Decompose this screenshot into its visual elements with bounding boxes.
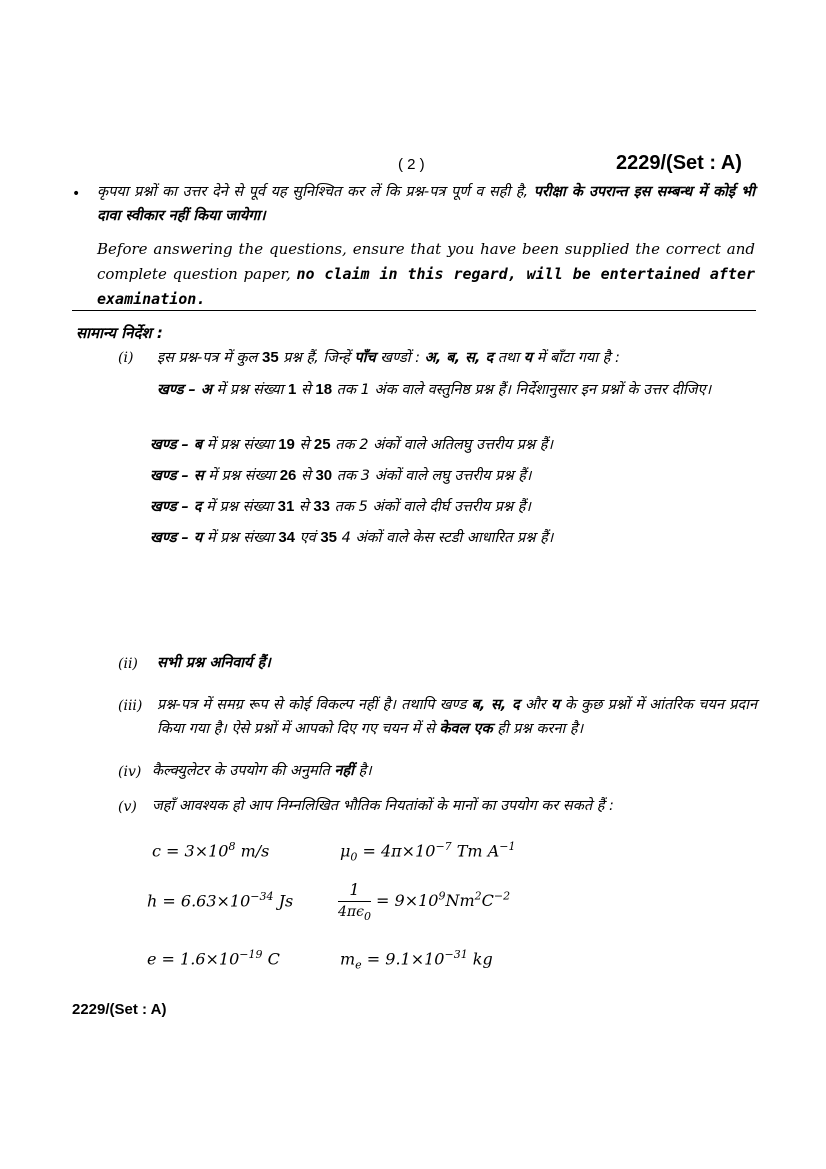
paper-code-header: 2229/(Set : A): [616, 152, 742, 174]
text: खण्डों :: [375, 350, 425, 366]
text: और: [519, 697, 551, 713]
unit: C: [481, 890, 494, 910]
bullet-icon: •: [72, 186, 81, 202]
total-questions: 35: [261, 349, 279, 366]
denominator: [338, 902, 371, 923]
section-a-line: [157, 378, 757, 402]
constant-mu0: [340, 840, 515, 864]
text: 4 अंकों वाले केस स्टडी आधारित प्रश्न हैं।: [337, 530, 554, 546]
text: नहीं: [334, 763, 354, 779]
text: से: [294, 499, 314, 515]
constant-e: [147, 948, 280, 968]
unit: C: [262, 949, 280, 969]
text: में प्रश्न संख्या: [201, 499, 278, 515]
text: तक 3 अंकों वाले लघु उत्तरीय प्रश्न हैं।: [332, 468, 532, 484]
instruction-iii-tag: (iii): [118, 698, 143, 714]
general-instructions-heading: सामान्य निर्देश :: [76, 324, 163, 342]
q-to: 30: [315, 467, 333, 484]
notice-english-bold: no claim in this regard, will be entertained after examination.: [97, 265, 756, 308]
text: तथा: [493, 350, 524, 366]
text: e = 1.6×10: [147, 949, 240, 969]
instruction-v-text: जहाँ आवश्यक हो आप निम्नलिखित भौतिक नियतांकों के मानों का उपयोग कर सकते हैं :: [152, 798, 614, 814]
text: के कुछ प्रश्नों में आंतरिक चयन प्रदान किया गया है। ऐसे प्रश्नों में आपको दिए गए चयन में से: [157, 697, 757, 737]
text: इस प्रश्न-पत्र में कुल: [157, 350, 262, 366]
notice-hindi-bold: परीक्षा के उपरान्त इस सम्बन्ध में कोई भी दावा स्वीकार नहीं किया जायेगा।: [97, 184, 756, 224]
symbol: μ: [340, 841, 351, 861]
section-label: खण्ड – य: [150, 530, 203, 546]
divider-line: [72, 310, 756, 311]
text: = 9.1×10: [361, 949, 445, 969]
paper-code-footer: 2229/(Set : A): [72, 1001, 167, 1018]
page-number: ( 2 ): [398, 156, 425, 173]
notice-hindi: [97, 180, 755, 228]
text: 4πϵ: [338, 904, 364, 920]
constant-c: [152, 840, 269, 860]
q-to: 25: [313, 436, 331, 453]
q-from: 26: [279, 467, 297, 484]
notice-english-plain: Before answering the questions, ensure that you have been supplied the correct and complete question paper,: [97, 240, 755, 283]
text: ब, स, द: [471, 697, 520, 713]
q-from: 34: [278, 529, 296, 546]
unit: Nm: [445, 890, 475, 910]
text: अ, ब, स, द: [424, 350, 494, 366]
instruction-ii-tag: (ii): [118, 656, 138, 672]
text: ही प्रश्न करना है।: [492, 721, 584, 737]
instruction-ii-text: सभी प्रश्न अनिवार्य हैं।: [157, 655, 271, 671]
text: c = 3×10: [152, 841, 229, 861]
text: में प्रश्न संख्या: [202, 437, 279, 453]
text: कैल्क्युलेटर के उपयोग की अनुमति: [152, 763, 335, 779]
text: य: [551, 697, 560, 713]
q-to: 35: [320, 529, 338, 546]
text: = 9×10: [376, 890, 439, 910]
unit: kg: [467, 949, 493, 969]
text: में बाँटा गया है :: [532, 350, 620, 366]
subscript: 0: [363, 909, 371, 923]
q-from: 19: [278, 436, 295, 453]
notice-hindi-plain: कृपया प्रश्नों का उत्तर देने से पूर्व यह सुनिश्चित कर लें कि प्रश्न-पत्र पूर्ण व सही है,: [97, 184, 534, 200]
section-label: खण्ड – अ: [157, 382, 212, 398]
section-label: खण्ड – स: [150, 468, 204, 484]
section-d-line: [150, 495, 531, 519]
text: से: [294, 437, 314, 453]
instruction-i-text: [157, 346, 757, 370]
instruction-v-tag: (v): [118, 799, 137, 815]
unit: Tm A: [451, 841, 500, 861]
text: केवल एक: [439, 721, 493, 737]
constant-h: [147, 890, 293, 910]
text: एवं: [295, 530, 321, 546]
exponent: −31: [444, 948, 468, 961]
unit: m/s: [235, 841, 270, 861]
section-e-line: [150, 526, 553, 550]
unit: Js: [273, 891, 294, 911]
symbol: m: [340, 949, 356, 969]
section-label: खण्ड – द: [150, 499, 202, 515]
section-label: खण्ड – ब: [150, 437, 203, 453]
text: प्रश्न-पत्र में समग्र रूप से कोई विकल्प नहीं है। तथापि खण्ड: [157, 697, 472, 713]
fraction: [338, 880, 371, 923]
text: से: [296, 468, 316, 484]
text: है।: [353, 763, 372, 779]
exponent: −1: [499, 840, 516, 853]
exponent: 2: [474, 889, 482, 903]
text: में प्रश्न संख्या: [202, 530, 279, 546]
exponent: −34: [250, 890, 274, 903]
subscript: e: [355, 958, 362, 972]
numerator: 1: [338, 880, 371, 902]
text: य: [523, 350, 533, 366]
text: से: [296, 382, 316, 398]
section-b-line: [150, 433, 553, 457]
text: में प्रश्न संख्या: [211, 382, 288, 398]
text: तक 1 अंक वाले वस्तुनिष्ठ प्रश्न हैं। निर्देशानुसार इन प्रश्नों के उत्तर दीजिए।: [332, 382, 712, 398]
exponent: −7: [435, 840, 452, 853]
exponent: 9: [438, 889, 446, 903]
q-from: 1: [288, 381, 297, 398]
subscript: 0: [350, 850, 358, 864]
text: में प्रश्न संख्या: [203, 468, 280, 484]
text: प्रश्न हैं, जिन्हें: [278, 350, 355, 366]
instruction-iv-tag: (iv): [118, 764, 142, 780]
notice-english: [97, 237, 755, 312]
exponent: 8: [228, 840, 236, 853]
text: = 4π×10: [357, 841, 436, 861]
q-to: 33: [313, 498, 331, 515]
q-from: 31: [277, 498, 295, 515]
q-to: 18: [315, 381, 333, 398]
constant-me: [340, 948, 493, 972]
constant-coulomb: [338, 880, 510, 923]
instruction-iii-text: [157, 693, 757, 741]
text: तक 5 अंकों वाले दीर्घ उत्तरीय प्रश्न हैं।: [330, 499, 531, 515]
text: h = 6.63×10: [147, 891, 251, 911]
section-c-line: [150, 464, 531, 488]
text: तक 2 अंकों वाले अतिलघु उत्तरीय प्रश्न हैं।: [330, 437, 553, 453]
text: पाँच: [354, 350, 376, 366]
exponent: −2: [493, 889, 511, 903]
exponent: −19: [239, 948, 263, 961]
instruction-i-tag: (i): [118, 350, 134, 366]
instruction-iv-text: [152, 759, 372, 783]
